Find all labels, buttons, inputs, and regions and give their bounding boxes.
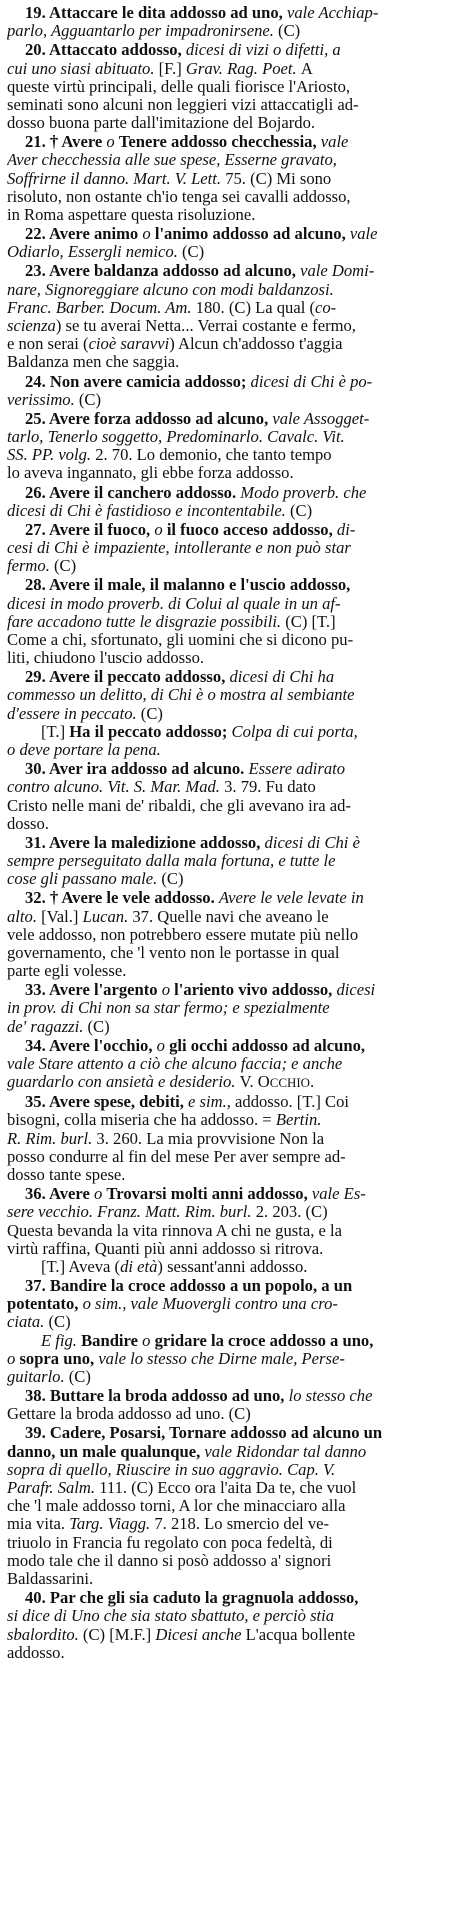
headword-text: 32. † Avere le vele addosso. (25, 889, 219, 908)
entry-line (7, 1497, 465, 1515)
definition-text: dicesi (336, 981, 376, 1000)
headword-text: 40. Par che gli sia caduto la gragnuola addosso, (25, 1589, 359, 1608)
body-text: in Roma aspettare questa risoluzione. (7, 206, 256, 225)
definition-text: o (154, 520, 167, 539)
entry-line (7, 151, 465, 169)
body-text: 7. 218. Lo smercio del ve- (154, 1515, 330, 1534)
headword-text: 23. Avere baldanza addosso ad alcuno, (25, 262, 301, 281)
entry-line (7, 1461, 465, 1479)
body-text: mia vita. (7, 1515, 70, 1534)
headword-text: Trovarsi molti anni addosso, (106, 1185, 312, 1204)
definition-text: Soffrirne il danno. Mart. V. Lett. (7, 169, 226, 188)
entry-line (7, 1552, 465, 1570)
definition-text: vale (349, 225, 378, 244)
definition-text: fermo. (7, 557, 55, 576)
entry-line (7, 317, 465, 335)
definition-text: o (156, 1036, 170, 1055)
entry-line (7, 281, 465, 299)
headword-text: 37. Bandire la croce addosso a un popolo, a un (25, 1277, 353, 1296)
definition-text: nare, Signoreggiare alcuno con modi baldanzosi. (7, 280, 334, 299)
headword-text: 38. Buttare la broda addosso ad uno, (25, 1387, 289, 1406)
headword-text: 29. Avere il peccato addosso, (25, 668, 230, 687)
entry-line (7, 760, 465, 778)
body-text: dosso. (7, 814, 49, 833)
entry-line (7, 649, 465, 667)
dictionary-entry (7, 576, 465, 667)
body-text: (C) (48, 1313, 71, 1332)
definition-text: cioè saravvi (88, 335, 170, 354)
definition-text: o (142, 225, 155, 244)
entry-line (7, 1350, 465, 1368)
definition-text: contro alcuno. Vit. S. Mar. Mad. (7, 778, 225, 797)
body-text: ) sessant'anni addosso. (157, 1257, 308, 1276)
entry-line (7, 1203, 465, 1221)
definition-text: vale Stare attento a ciò che alcuno faccia; e anche (7, 1054, 343, 1073)
entry-line (7, 1130, 465, 1148)
entry-line (7, 188, 465, 206)
headword-text: 39. Cadere, Posarsi, Tornare addosso ad alcuno un (25, 1424, 383, 1443)
definition-text: Bertin. (275, 1111, 322, 1130)
definition-text: R. Rim. burl. (7, 1129, 97, 1148)
definition-text: Lucan. (82, 907, 133, 926)
headword-text: 27. Avere il fuoco, (25, 520, 155, 539)
definition-text: cose gli passano male. (7, 870, 162, 889)
dictionary-entry (7, 1589, 465, 1662)
body-text: (C) (68, 1368, 91, 1387)
body-text: governamento, che 'l vento non le portasse in qual (7, 943, 340, 962)
body-text: vele addosso, non potrebbero essere mutate più nello (7, 925, 359, 944)
entry-line (7, 870, 465, 888)
entry-line (7, 41, 465, 59)
definition-text: o (142, 1331, 155, 1350)
entry-line (7, 613, 465, 631)
entry-line (7, 631, 465, 649)
definition-text: vale Assogget- (272, 409, 370, 428)
headword-text: Tenere addosso checchessia, (118, 133, 321, 152)
definition-text: cui uno siasi abituato. (7, 59, 159, 78)
entry-line (7, 1037, 465, 1055)
entry-line (7, 1185, 465, 1203)
body-text: posso condurre al fin del mese Per aver sempre ad- (7, 1147, 346, 1166)
entry-line (7, 502, 465, 520)
entry-line (7, 595, 465, 613)
body-text: che 'l male addosso torni, A lor che minacciaro alla (7, 1497, 346, 1516)
body-text: Gettare la broda addosso ad uno. (C) (7, 1405, 251, 1424)
entry-line (7, 1589, 465, 1607)
headword-text: danno, un male qualunque, (7, 1442, 205, 1461)
entry-line (7, 1607, 465, 1625)
entry-line (7, 1258, 465, 1276)
dictionary-entry (7, 484, 465, 520)
entry-line (7, 170, 465, 188)
definition-text: vale Es- (311, 1185, 366, 1204)
definition-text: guardarlo con ansietà e desiderio. (7, 1073, 240, 1092)
headword-text: 25. Avere forza addosso ad alcuno, (25, 409, 273, 428)
entry-line (7, 243, 465, 261)
dictionary-entry (7, 41, 465, 132)
body-text: Baldanza men che saggia. (7, 353, 180, 372)
entry-line (7, 428, 465, 446)
entry-line (7, 1479, 465, 1497)
headword-text: gli occhi addosso ad alcuno, (169, 1036, 366, 1055)
body-text: 2. 70. Lo demonio, che tanto tempo (95, 446, 332, 465)
definition-text: o deve portare la pena. (7, 741, 161, 760)
entry-line (7, 1424, 465, 1442)
body-text: ) Alcun ch'addosso t'aggia (169, 335, 343, 354)
entry-line (7, 1166, 465, 1184)
definition-text: vale Domi- (300, 262, 375, 281)
entry-line (7, 1626, 465, 1644)
body-text: V. O (239, 1073, 270, 1092)
dictionary-entry (7, 133, 465, 224)
body-text: 111. (C) Ecco ora l'aita Da te, che vuol (99, 1479, 357, 1498)
headword-text: 21. † Avere (25, 133, 107, 152)
entry-line (7, 446, 465, 464)
entry-line (7, 96, 465, 114)
headword-text: 24. Non avere camicia addosso; (25, 372, 251, 391)
entry-line (7, 741, 465, 759)
entry-line (7, 1313, 465, 1331)
dictionary-entry (7, 373, 465, 409)
body-text: 2. 203. (C) (255, 1203, 328, 1222)
body-text: triuolo in Francia fu regolato con poca fedeltà, di (7, 1533, 333, 1552)
entry-line (7, 206, 465, 224)
definition-text: dicesi di vizi o difetti, a (185, 41, 341, 60)
headword-text: il fuoco acceso addosso, (166, 520, 337, 539)
headword-text: Ha il peccato addosso; (69, 722, 232, 741)
body-text: dosso tante spese. (7, 1166, 126, 1185)
body-text: virtù raffina, Quanti più anni addosso si ritrova. (7, 1239, 324, 1258)
dictionary-entry (7, 834, 465, 889)
body-text: (C) [T.] (285, 612, 336, 631)
definition-text: dicesi di Chi è po- (250, 372, 373, 391)
entry-line (7, 60, 465, 78)
definition-text: sere vecchio. Franz. Matt. Rim. burl. (7, 1203, 256, 1222)
headword-text: 26. Avere il canchero addosso. (25, 483, 241, 502)
entry-line (7, 705, 465, 723)
body-text: (C) (78, 390, 102, 409)
entry-line (7, 1073, 465, 1092)
body-text: bisogni, colla miseria che ha addosso. = (7, 1111, 276, 1130)
definition-text: guitarlo. (7, 1368, 69, 1387)
headword-text: potentato, (7, 1295, 83, 1314)
dictionary-entry (7, 1185, 465, 1276)
definition-text: vale (320, 133, 349, 152)
definition-text: dicesi di Chi è fastidioso e incontentabile. (7, 501, 290, 520)
body-text: parte egli volesse. (7, 962, 127, 981)
definition-text: vale lo stesso che Dirne male, Perse- (98, 1349, 345, 1368)
definition-text: Odiarlo, Essergli nemico. (7, 243, 182, 262)
entry-line (7, 1240, 465, 1258)
entry-line (7, 797, 465, 815)
dictionary-entry (7, 1387, 465, 1423)
definition-text: dicesi di Chi ha (229, 668, 335, 687)
entry-line (7, 1405, 465, 1423)
entry-line (7, 22, 465, 40)
entry-line (7, 1055, 465, 1073)
body-text: modo tale che il danno si posò addosso a' signori (7, 1551, 332, 1570)
entry-line (7, 4, 465, 22)
definition-text: o (161, 981, 175, 1000)
headword-text: 22. Avere animo (25, 225, 143, 244)
headword-text: 20. Attaccato addosso, (25, 41, 186, 60)
entry-line (7, 1515, 465, 1533)
headword-text: sopra uno, (19, 1349, 99, 1368)
body-text: (C) [M.F.] (82, 1625, 156, 1644)
body-text: 3. 260. La mia provvisione Non la (96, 1129, 325, 1148)
body-text: (C) (87, 1017, 110, 1036)
entry-line (7, 1368, 465, 1386)
dictionary-entry (7, 889, 465, 980)
body-text: (C) (289, 501, 313, 520)
body-text: (C) (161, 870, 184, 889)
entry-line (7, 1332, 465, 1350)
entry-line (7, 78, 465, 96)
headword-text: 35. Avere spese, debiti, (25, 1093, 189, 1112)
dictionary-entry (7, 262, 465, 371)
definition-text: d'essere in peccato. (7, 704, 141, 723)
body-text: 3. 79. Fu dato (224, 778, 316, 797)
entry-line (7, 1387, 465, 1405)
body-text: . (310, 1073, 315, 1092)
headword-text: 28. Avere il male, il malanno e l'uscio addosso, (25, 576, 351, 595)
dictionary-entry (7, 4, 465, 40)
entry-line (7, 1018, 465, 1036)
definition-text: vale Acchiap- (286, 4, 379, 22)
body-text: lo aveva ingannato, gli ebbe forza addosso. (7, 464, 294, 483)
dictionary-entry (7, 521, 465, 576)
definition-text: e sim., (188, 1093, 236, 1112)
entry-line (7, 225, 465, 243)
definition-text: o (7, 1349, 20, 1368)
definition-text: lo stesso che (288, 1387, 373, 1406)
body-text: (C) (278, 22, 301, 41)
definition-text: ciata. (7, 1313, 49, 1332)
body-text: 37. Quelle navi che aveano le (132, 907, 329, 926)
dictionary-entry (7, 410, 465, 483)
headword-text: l'ariento vivo addosso, (174, 981, 337, 1000)
body-text: [T.] (41, 722, 70, 741)
definition-text: Parafr. Salm. (7, 1479, 100, 1498)
definition-text: dicesi in modo proverb. di Colui al quale in un af- (7, 594, 341, 613)
definition-text: SS. PP. volg. (7, 446, 96, 465)
body-text: [F.] (158, 59, 186, 78)
definition-text: si dice di Uno che sia stato sbattuto, e perciò stia (7, 1607, 335, 1626)
definition-text: sbalordito. (7, 1625, 83, 1644)
entry-line (7, 1644, 465, 1662)
body-text: liti, chiudono l'uscio addosso. (7, 649, 205, 668)
definition-text: sempre perseguitato dalla mala fortuna, e tutte le (7, 852, 336, 871)
entry-line (7, 114, 465, 132)
definition-text: Dicesi anche (155, 1625, 246, 1644)
definition-text: verissimo. (7, 390, 79, 409)
entry-line (7, 1443, 465, 1461)
entry-line (7, 335, 465, 353)
definition-text: alto. (7, 907, 42, 926)
entry-line (7, 1222, 465, 1240)
entry-line (7, 539, 465, 557)
dictionary-entry (7, 1277, 465, 1386)
body-text: ) se tu averai Netta... Verrai costante e fermo, (55, 317, 356, 336)
body-text: [T.] Aveva ( (41, 1257, 121, 1276)
body-text: (C) (140, 704, 163, 723)
entry-line (7, 999, 465, 1017)
definition-text: Franc. Barber. Docum. Am. (7, 298, 196, 317)
headword-text: 19. Attaccare le dita addosso ad uno, (25, 4, 287, 22)
definition-text: Aver checchessia alle sue spese, Esserne gravato, (7, 151, 337, 170)
body-text: 75. (C) Mi sono (225, 169, 332, 188)
headword-text: 33. Avere l'argento (25, 981, 162, 1000)
definition-text: Avere le vele levate in (218, 889, 364, 908)
entry-line (7, 889, 465, 907)
entry-line (7, 1148, 465, 1166)
dictionary-entry (7, 225, 465, 261)
entry-line (7, 1277, 465, 1295)
headword-text: 36. Avere (25, 1185, 94, 1204)
entry-line (7, 723, 465, 741)
entry-line (7, 944, 465, 962)
entry-line (7, 1093, 465, 1111)
body-text: (C) (54, 557, 77, 576)
body-text: addosso. (7, 1643, 65, 1662)
body-text: A (300, 59, 313, 78)
entry-line (7, 962, 465, 980)
definition-text: co- (315, 298, 337, 317)
entry-line (7, 852, 465, 870)
definition-text: Colpa di cui porta, (231, 722, 358, 741)
body-text: Come a chi, sfortunato, gli uomini che si dicono pu- (7, 630, 354, 649)
entry-line (7, 908, 465, 926)
dictionary-entry (7, 668, 465, 759)
body-text: CCHIO (269, 1075, 310, 1091)
entry-line (7, 373, 465, 391)
definition-text: Targ. Viagg. (69, 1515, 155, 1534)
entry-line (7, 484, 465, 502)
body-text: queste virtù principali, delle quali fiorisce l'Ariosto, (7, 77, 351, 96)
entry-line (7, 262, 465, 280)
entry-line (7, 1534, 465, 1552)
definition-text: o (93, 1185, 107, 1204)
definition-text: Grav. Rag. Poet. (185, 59, 301, 78)
entry-line (7, 353, 465, 371)
definition-text: Essere adirato (248, 760, 346, 779)
entry-line (7, 981, 465, 999)
entry-line (7, 133, 465, 151)
body-text: addosso. [T.] Coi (235, 1093, 350, 1112)
entry-line (7, 686, 465, 704)
definition-text: dicesi di Chi è (264, 833, 360, 852)
definition-text: de' ragazzi. (7, 1017, 88, 1036)
entry-line (7, 1111, 465, 1129)
body-text: seminati sono alcuni non leggieri vizi attaccatigli ad- (7, 95, 359, 114)
entry-line (7, 1295, 465, 1313)
definition-text: vale Ridondar tal danno (204, 1442, 367, 1461)
body-text: dosso buona parte dall'imitazione del Bojardo. (7, 114, 316, 133)
entry-line (7, 299, 465, 317)
entry-line (7, 521, 465, 539)
headword-text: 30. Aver ira addosso ad alcuno. (25, 760, 249, 779)
dictionary-entry (7, 981, 465, 1036)
definition-text: Modo proverb. che (240, 483, 367, 502)
definition-text: di età (120, 1257, 158, 1276)
body-text: Baldassarini. (7, 1570, 94, 1589)
body-text: Questa bevanda la vita rinnova A chi ne gusta, e la (7, 1221, 342, 1240)
headword-text: Bandire (81, 1331, 143, 1350)
body-text: e non serai ( (7, 335, 89, 354)
dictionary-entry (7, 1424, 465, 1588)
entry-line (7, 778, 465, 796)
entry-line (7, 410, 465, 428)
definition-text: cesi di Chi è impaziente, intollerante e non può star (7, 539, 351, 558)
definition-text: parlo, Agguantarlo per impadronirsene. (7, 22, 279, 41)
entry-line (7, 557, 465, 575)
definition-text: sopra di quello, Riuscire in suo aggravio. Cap. V. (7, 1460, 336, 1479)
definition-text: E fig. (41, 1331, 82, 1350)
entry-line (7, 1570, 465, 1588)
dictionary-entry (7, 1093, 465, 1184)
entry-line (7, 668, 465, 686)
definition-text: commesso un delitto, di Chi è o mostra al sembiante (7, 686, 355, 705)
definition-text: o sim., vale Muovergli contro una cro- (82, 1295, 338, 1314)
definition-text: di- (336, 520, 356, 539)
body-text: Cristo nelle mani de' ribaldi, che gli avevano ira ad- (7, 796, 351, 815)
definition-text: scienza (7, 317, 56, 336)
headword-text: gridare la croce addosso a uno, (154, 1331, 374, 1350)
definition-text: in prov. di Chi non sa star fermo; e spezialmente (7, 999, 330, 1018)
headword-text: 31. Avere la maledizione addosso, (25, 833, 265, 852)
dictionary-entry (7, 1037, 465, 1093)
body-text: (C) (182, 243, 205, 262)
entry-line (7, 464, 465, 482)
definition-text: o (106, 133, 119, 152)
entry-line (7, 926, 465, 944)
headword-text: l'animo addosso ad alcuno, (154, 225, 350, 244)
dictionary-entry (7, 760, 465, 833)
entry-line (7, 815, 465, 833)
entry-line (7, 576, 465, 594)
body-text: 180. (C) La qual ( (195, 298, 316, 317)
entry-line (7, 834, 465, 852)
entry-line (7, 391, 465, 409)
definition-text: fare accadono tutte le disgrazie possibili. (7, 612, 286, 631)
body-text: [Val.] (41, 907, 83, 926)
body-text: L'acqua bollente (245, 1625, 356, 1644)
definition-text: tarlo, Tenerlo soggetto, Predominarlo. Cavalc. Vit. (7, 428, 345, 447)
headword-text: 34. Avere l'occhio, (25, 1036, 157, 1055)
body-text: risoluto, non ostante ch'io tenga sei cavalli addosso, (7, 187, 351, 206)
